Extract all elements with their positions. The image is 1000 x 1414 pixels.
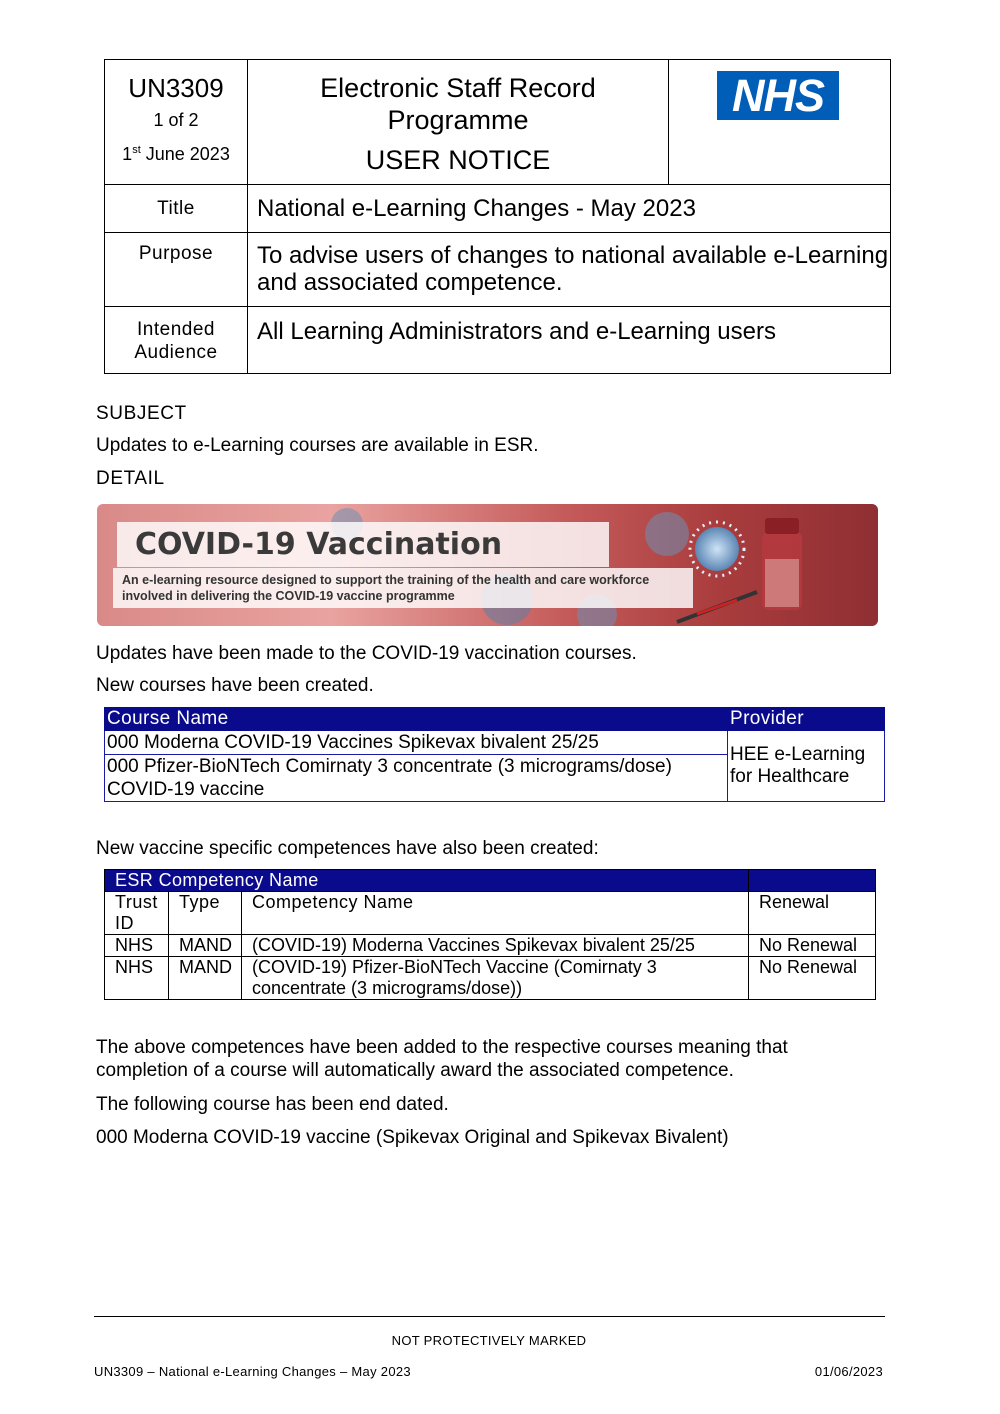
competences-intro: New vaccine specific competences have also been created:: [96, 838, 599, 859]
course-table: [104, 707, 885, 802]
course-row: 000 Pfizer-BioNTech Comirnaty 3 concentrate (3 micrograms/dose) COVID-19 vaccine: [105, 755, 728, 802]
programme-title: Electronic Staff Record Programme: [320, 73, 596, 135]
title-label: Title: [105, 185, 248, 233]
table-row: [105, 935, 876, 957]
trust-id-cell: NHS: [105, 957, 169, 1000]
end-dated-intro: The following course has been end dated.: [96, 1094, 449, 1115]
page-count: 1 of 2: [153, 110, 199, 130]
end-dated-course: 000 Moderna COVID-19 vaccine (Spikevax Original and Spikevax Bivalent): [96, 1127, 729, 1148]
competency-name-cell: (COVID-19) Moderna Vaccines Spikevax bivalent 25/25: [242, 935, 749, 957]
audience-value: All Learning Administrators and e-Learning users: [248, 307, 891, 374]
purpose-label: Purpose: [105, 233, 248, 307]
detail-heading: DETAIL: [96, 468, 165, 489]
competency-title-header: ESR Competency Name: [105, 870, 749, 892]
notice-title-cell: [248, 60, 669, 185]
competences-added-paragraph: The above competences have been added to the respective courses meaning that completion of a course will automatically award the associated competence.: [96, 1037, 788, 1081]
competency-empty-header: [749, 870, 876, 892]
subject-heading: SUBJECT: [96, 403, 187, 424]
notice-id-cell: [105, 60, 248, 185]
notice-code: UN3309: [128, 73, 224, 103]
course-row: 000 Moderna COVID-19 Vaccines Spikevax bivalent 25/25: [105, 731, 728, 755]
type-header: Type: [169, 892, 242, 935]
renewal-cell: No Renewal: [749, 935, 876, 957]
title-value: National e-Learning Changes - May 2023: [248, 185, 891, 233]
new-courses-text: New courses have been created.: [96, 675, 374, 696]
footer-divider: [94, 1316, 885, 1317]
subject-text: Updates to e-Learning courses are available in ESR.: [96, 435, 539, 456]
trust-id-header: Trust ID: [105, 892, 169, 935]
provider-header: Provider: [728, 708, 885, 731]
competency-table: [104, 869, 876, 1000]
user-notice-label: USER NOTICE: [365, 145, 551, 175]
protective-marking: NOT PROTECTIVELY MARKED: [391, 1333, 587, 1348]
updates-text: Updates have been made to the COVID-19 vaccination courses.: [96, 643, 637, 664]
trust-id-cell: NHS: [105, 935, 169, 957]
competency-name-header: Competency Name: [242, 892, 749, 935]
date-day: 1: [122, 144, 133, 164]
banner-title: COVID-19 Vaccination: [117, 522, 609, 567]
date-suffix: st: [132, 144, 141, 156]
table-row: [105, 957, 876, 1000]
notice-date: [105, 139, 247, 165]
renewal-cell: No Renewal: [749, 957, 876, 1000]
footer-date: 01/06/2023: [814, 1364, 883, 1379]
covid-vaccination-banner: [97, 504, 878, 626]
renewal-header: Renewal: [749, 892, 876, 935]
type-cell: MAND: [169, 957, 242, 1000]
course-name-header: Course Name: [105, 708, 728, 731]
banner-subtitle: An e-learning resource designed to support the training of the health and care workforce involved in delivering the COVID-19 vaccine programme: [113, 568, 693, 608]
competency-name-cell: (COVID-19) Pfizer-BioNTech Vaccine (Comirnaty 3 concentrate (3 micrograms/dose)): [242, 957, 749, 1000]
nhs-logo: NHS: [717, 71, 839, 120]
provider-cell: HEE e-Learning for Healthcare: [728, 731, 885, 802]
audience-label: Intended Audience: [105, 307, 248, 374]
footer-document-title: UN3309 – National e-Learning Changes – May 2023: [94, 1364, 411, 1379]
date-rest: June 2023: [140, 144, 230, 164]
purpose-value: To advise users of changes to national available e-Learning and associated competence.: [248, 233, 891, 307]
type-cell: MAND: [169, 935, 242, 957]
